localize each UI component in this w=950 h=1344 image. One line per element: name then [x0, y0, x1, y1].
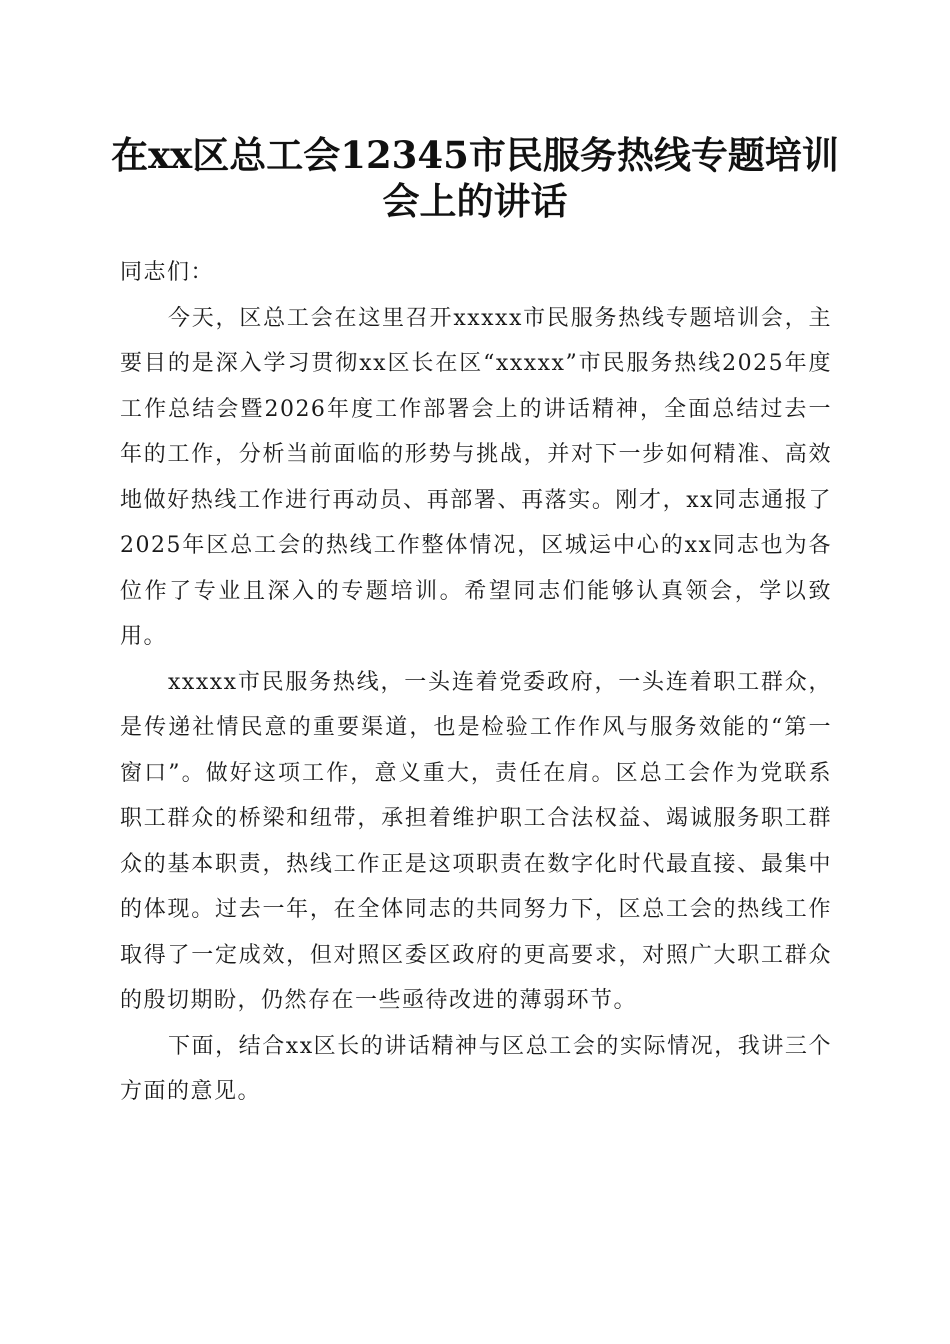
document-title [100, 132, 850, 224]
title-line-1: 在xx区总工会12345市民服务热线专题培训 [111, 133, 839, 177]
title-line-2: 会上的讲话 [382, 179, 568, 223]
paragraph-2: xxxxx市民服务热线，一头连着党委政府，一头连着职工群众，是传递社情民意的重要渠道，也是检验工作作风与服务效能的“第一窗口”。做好这项工作，意义重大，责任在肩。区总工会作为党联系职工群众的桥梁和纽带，承担着维护职工合法权益、竭诚服务职工群众的基本职责，热线工作正是这项职责在数字化时代最直接、最集中的体现。过去一年，在全体同志的共同努力下，区总工会的热线工作取得了一定成效，但对照区委区政府的更高要求，对照广大职工群众的殷切期盼，仍然存在一些亟待改进的薄弱环节。 [120, 669, 832, 1013]
paragraph-1: 今天，区总工会在这里召开xxxxx市民服务热线专题培训会，主要目的是深入学习贯彻xx区长在区“xxxxx”市民服务热线2025年度工作总结会暨2026年度工作部署会上的讲话精神，全面总结过去一年的工作，分析当前面临的形势与挑战，并对下一步如何精准、高效地做好热线工作进行再动员、再部署、再落实。刚才，xx同志通报了2025年区总工会的热线工作整体情况，区城运中心的xx同志也为各位作了专业且深入的专题培训。希望同志们能够认真领会，学以致用。 [120, 305, 832, 649]
document-body [120, 250, 832, 1115]
salutation: 同志们： [120, 260, 215, 285]
paragraph-3: 下面，结合xx区长的讲话精神与区总工会的实际情况，我讲三个方面的意见。 [120, 1033, 832, 1104]
